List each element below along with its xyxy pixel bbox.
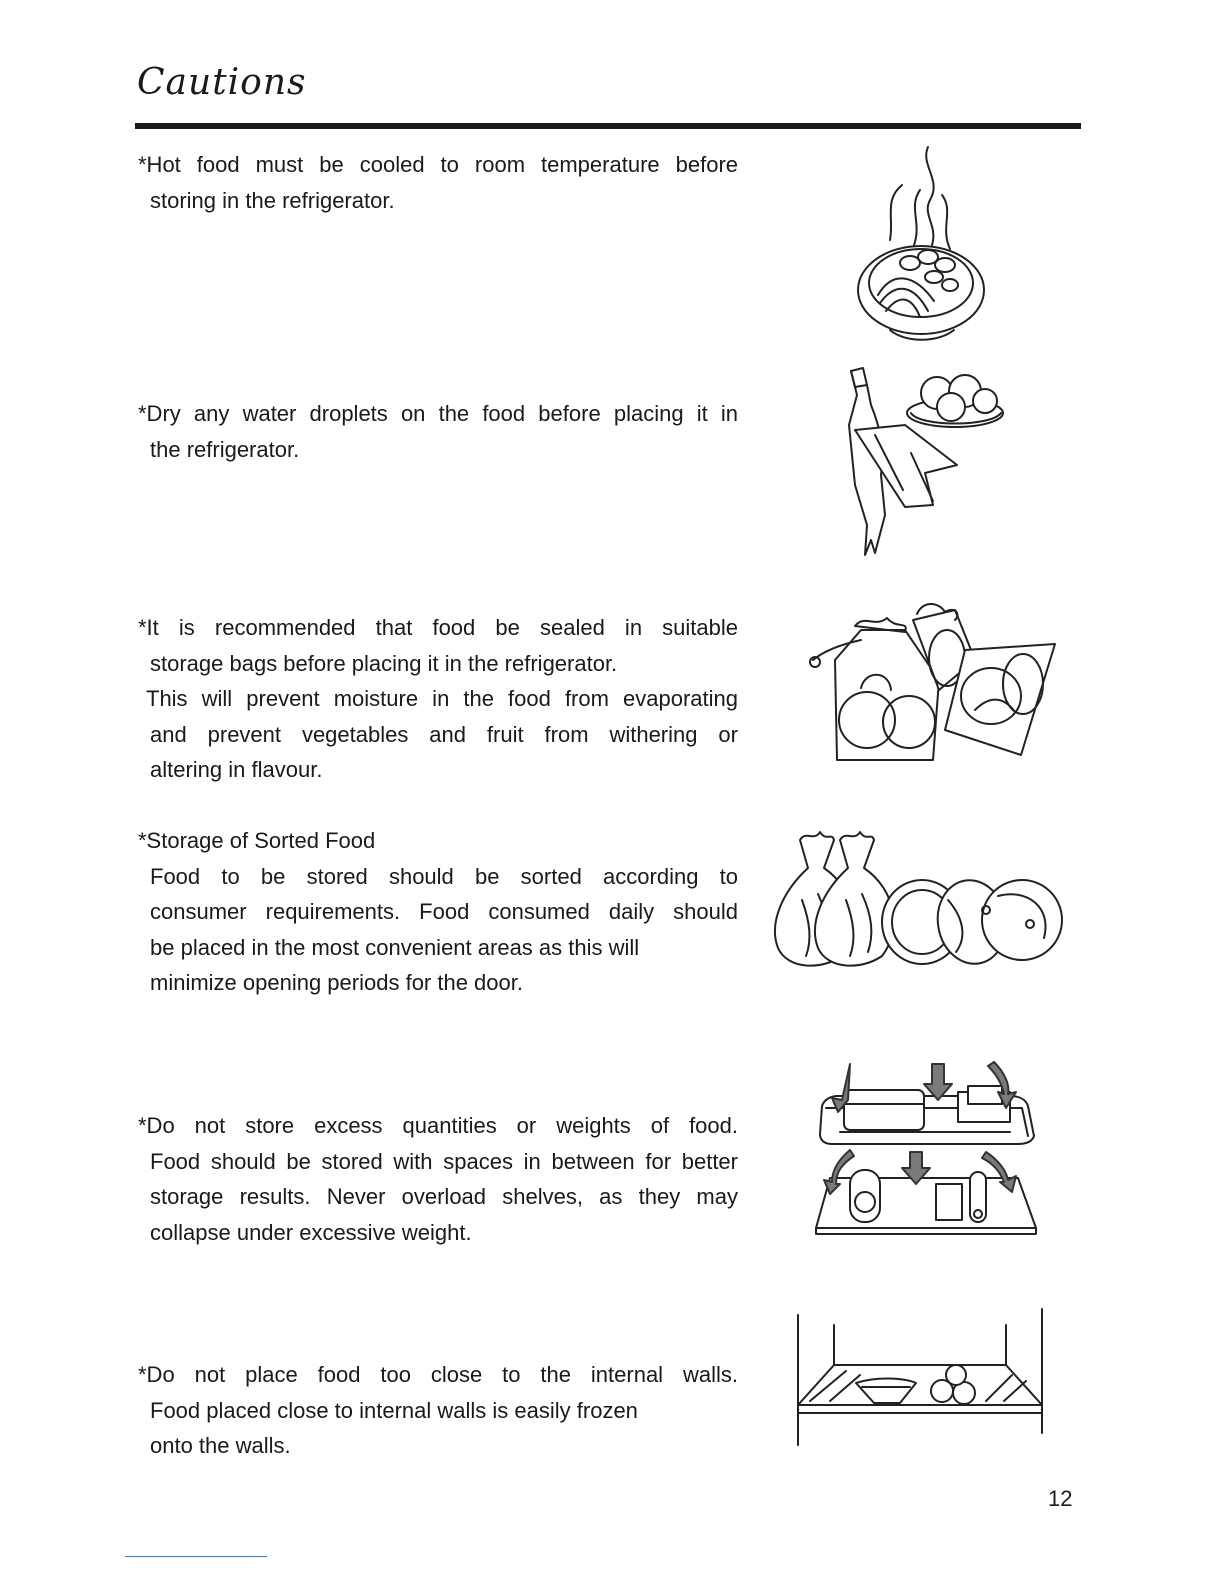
text-line: *Dry any water droplets on the food before placing it in — [138, 401, 738, 426]
page-title: Cautions — [137, 62, 307, 103]
text-line: Food to be stored should be sorted according to — [150, 863, 738, 889]
text-line: consumer requirements. Food consumed daily should — [150, 899, 738, 924]
caution-seal-food — [138, 610, 738, 788]
shelves-airflow-illustration — [810, 1060, 1040, 1240]
caution-hot-food — [138, 147, 738, 218]
fridge-shelf-illustration — [790, 1305, 1050, 1450]
hot-food-bowl-illustration — [850, 145, 1000, 345]
text-line: onto the walls. — [150, 1433, 291, 1458]
text-line: storage bags before placing it in the refrigerator. — [150, 650, 618, 676]
text-line: storage results. Never overload shelves, as they may — [150, 1184, 738, 1209]
text-line: This will prevent moisture in the food from evaporating — [146, 686, 738, 711]
caution-internal-walls — [138, 1357, 738, 1464]
page-number: 12 — [1048, 1486, 1073, 1511]
caution-sorted-food — [138, 823, 738, 1001]
caution-dry-food — [138, 396, 738, 467]
text-line: and prevent vegetables and fruit from withering or — [150, 721, 738, 747]
text-line: *Do not store excess quantities or weights of food. — [138, 1113, 738, 1138]
text-line: minimize opening periods for the door. — [150, 970, 523, 995]
text-line: altering in flavour. — [150, 757, 323, 782]
footer-link-underline — [125, 1556, 267, 1557]
text-line: *Hot food must be cooled to room temperature before — [138, 152, 738, 177]
drying-bottle-illustration — [845, 365, 1015, 560]
text-line: *It is recommended that food be sealed in suitable — [138, 615, 738, 640]
sorted-food-illustration — [772, 830, 1068, 970]
text-line: storing in the refrigerator. — [150, 187, 395, 213]
storage-bags-illustration — [805, 600, 1060, 765]
text-line: the refrigerator. — [150, 436, 300, 462]
text-line: Food placed close to internal walls is easily frozen — [150, 1397, 638, 1423]
title-rule — [135, 123, 1081, 129]
text-line: be placed in the most convenient areas as this will — [150, 934, 640, 960]
caution-excess-food — [138, 1108, 738, 1250]
text-line: *Do not place food too close to the internal walls. — [138, 1362, 738, 1387]
text-line: Food should be stored with spaces in between for better — [150, 1148, 738, 1174]
text-line: collapse under excessive weight. — [150, 1219, 472, 1245]
text-line: *Storage of Sorted Food — [138, 828, 376, 853]
